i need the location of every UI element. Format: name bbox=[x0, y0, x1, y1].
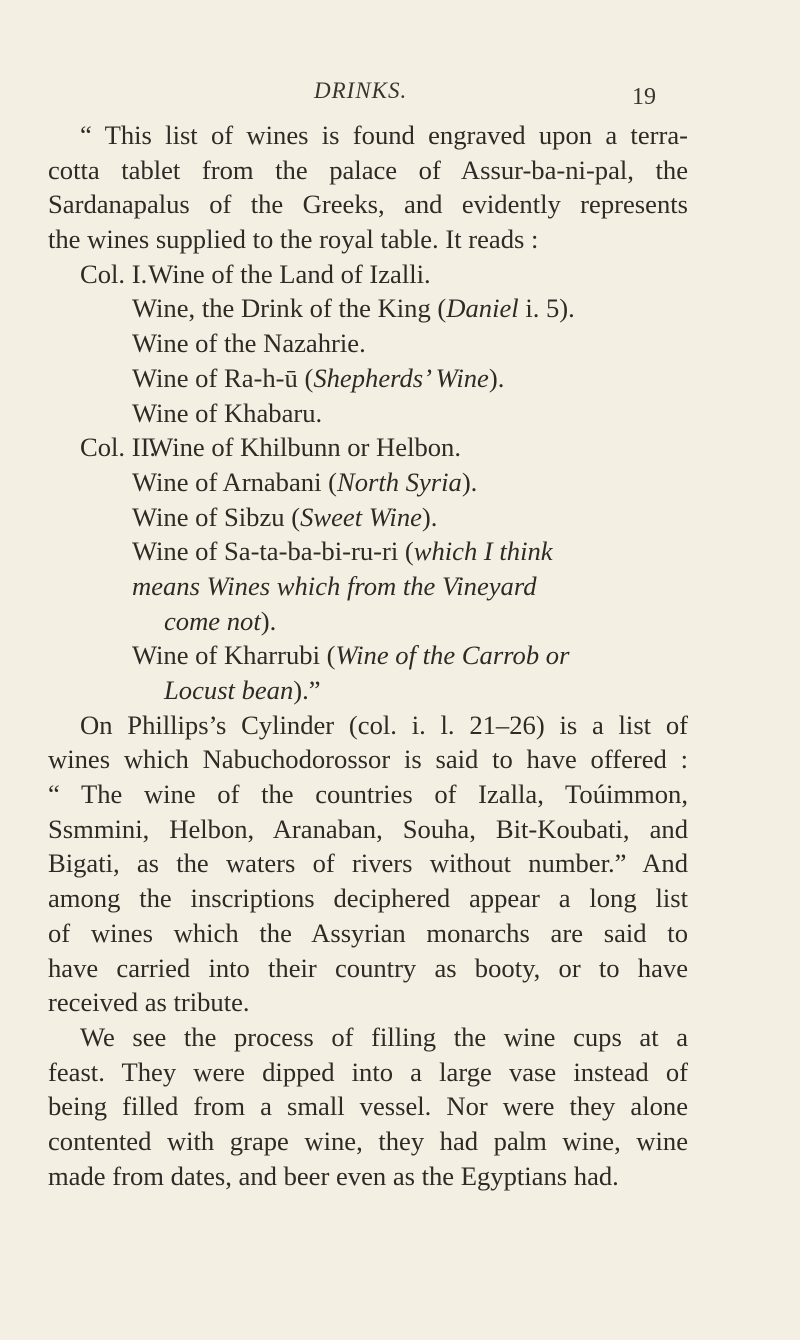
wine-entry: Wine of Sibzu (Sweet Wine). bbox=[132, 501, 438, 532]
col1-label: Col. I. bbox=[80, 258, 148, 289]
wine-entry: Wine of Arnabani (North Syria). bbox=[132, 466, 478, 497]
quote-intro-line: cotta tablet from the palace of Assur-ba-ni-pal, the bbox=[48, 154, 688, 185]
paragraph-line: have carried into their country as booty, or to have bbox=[48, 952, 688, 983]
wine-note: come not bbox=[164, 605, 261, 636]
paragraph-line: received as tribute. bbox=[48, 987, 250, 1018]
col1-row bbox=[48, 257, 688, 292]
paragraph-line: of wines which the Assyrian monarchs are said to bbox=[48, 917, 688, 948]
running-title: DRINKS. bbox=[314, 78, 408, 103]
running-head bbox=[0, 78, 800, 112]
paragraph-line: being filled from a small vessel. Nor were they alone bbox=[48, 1091, 688, 1122]
paragraph-line: feast. They were dipped into a large vase instead of bbox=[48, 1056, 688, 1087]
wine-entry: Wine of Khilbunn or Helbon. bbox=[148, 432, 461, 463]
quote-intro-line: “ This list of wines is found engraved upon a terra- bbox=[80, 120, 688, 150]
paragraph-line: Bigati, as the waters of rivers without number.” And bbox=[48, 848, 688, 879]
wine-entry: Wine of Ra-h-ū (Shepherds’ Wine). bbox=[132, 362, 505, 393]
col2-label: Col. II. bbox=[80, 432, 157, 463]
paragraph-line: We see the process of filling the wine cups at a bbox=[80, 1021, 688, 1052]
wine-note: which I think bbox=[413, 536, 553, 567]
wine-entry-continued: come not). bbox=[164, 605, 277, 636]
wine-note: means Wines which from the Vineyard bbox=[132, 570, 537, 601]
paragraph-line: made from dates, and beer even as the Egyptians had. bbox=[48, 1160, 619, 1191]
wine-note: Wine of the Carrob or bbox=[335, 640, 570, 671]
wine-entry: Wine of the Land of Izalli. bbox=[148, 258, 431, 289]
wine-entry-continued bbox=[48, 569, 688, 604]
wine-note: Sweet Wine bbox=[300, 501, 422, 532]
wine-entry: Wine, the Drink of the King (Daniel i. 5). bbox=[132, 293, 575, 324]
wine-entry: Wine of Kharrubi (Wine of the Carrob or bbox=[132, 640, 570, 671]
wine-entry: Wine of Khabaru. bbox=[132, 397, 323, 428]
paragraph-line: Ssmmini, Helbon, Aranaban, Souha, Bit-Koubati, and bbox=[48, 813, 688, 844]
wine-note: Shepherds’ Wine bbox=[313, 362, 489, 393]
wine-note: Daniel bbox=[446, 293, 519, 324]
body-text bbox=[48, 118, 688, 1193]
wine-note: Locust bean bbox=[164, 675, 294, 705]
page-number: 19 bbox=[632, 84, 656, 110]
paragraph-line: wines which Nabuchodorossor is said to have offered : bbox=[48, 744, 688, 775]
quote-intro-line: the wines supplied to the royal table. It reads : bbox=[48, 224, 539, 255]
col2-row bbox=[48, 430, 688, 465]
paragraph-line: “ The wine of the countries of Izalla, Toúimmon, bbox=[48, 779, 688, 810]
quote-intro-line: Sardanapalus of the Greeks, and evidently represents bbox=[48, 189, 688, 220]
wine-entry-continued: Locust bean).” bbox=[164, 675, 321, 705]
wine-note: North Syria bbox=[336, 466, 462, 497]
paragraph-line: contented with grape wine, they had palm wine, wine bbox=[48, 1125, 688, 1156]
wine-entry: Wine of Sa-ta-ba-bi-ru-ri (which I think bbox=[132, 536, 553, 567]
wine-entry: Wine of the Nazahrie. bbox=[132, 328, 366, 359]
paragraph-line: On Phillips’s Cylinder (col. i. l. 21–26) is a list of bbox=[80, 709, 688, 740]
paragraph-line: among the inscriptions deciphered appear a long list bbox=[48, 883, 688, 914]
